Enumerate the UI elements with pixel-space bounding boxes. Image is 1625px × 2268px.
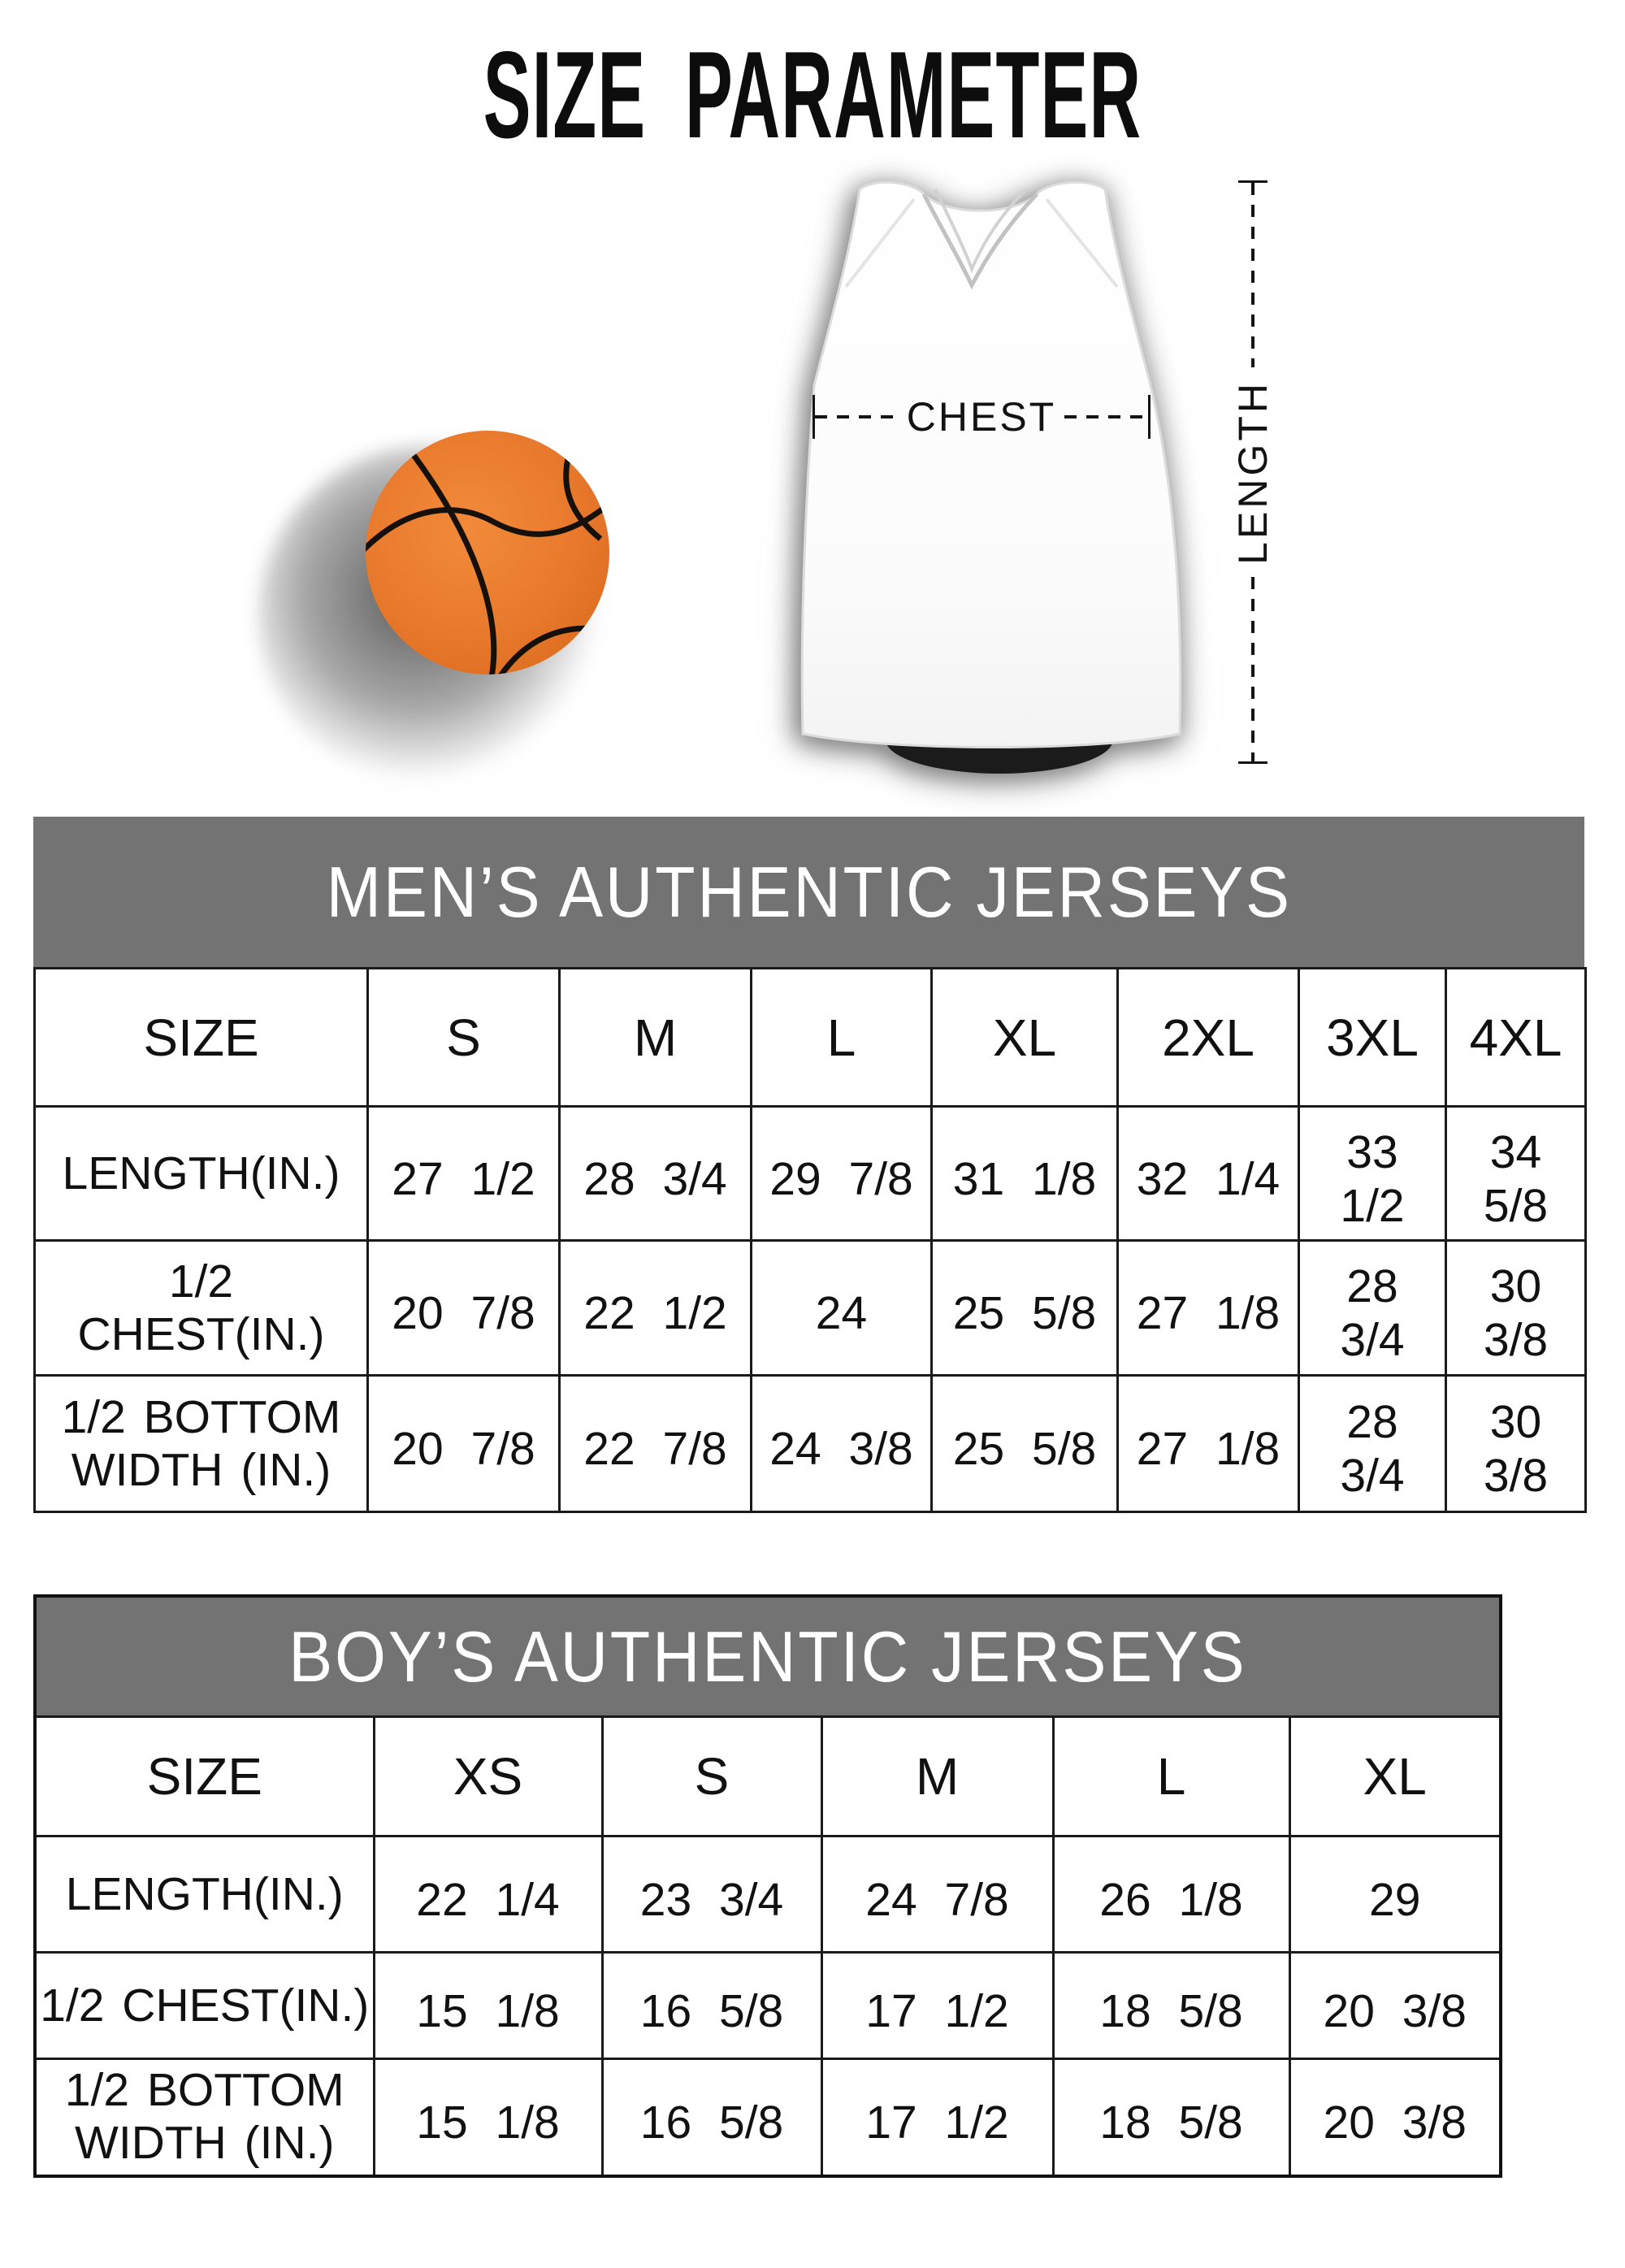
row-label: 1/2 BOTTOM WIDTH (IN.) [37, 2059, 374, 2175]
row-label: 1/2 CHEST(IN.) [37, 1953, 374, 2059]
mens-header-row [35, 969, 1586, 1107]
column-header: L [1053, 1717, 1289, 1837]
size-value: 32 1/4 [1118, 1107, 1299, 1241]
size-value: 16 5/8 [602, 1953, 821, 2059]
jersey-icon [792, 173, 1198, 781]
jersey-body [802, 182, 1180, 747]
size-value: 18 5/8 [1053, 2059, 1289, 2175]
length-tick-bottom [1238, 761, 1268, 764]
size-value: 25 5/8 [932, 1376, 1118, 1512]
size-value: 34 5/8 [1446, 1107, 1586, 1241]
column-header: L [752, 969, 932, 1107]
table-row [37, 2059, 1499, 2175]
size-value: 17 1/2 [821, 2059, 1053, 2175]
size-value: 22 1/2 [560, 1241, 752, 1376]
size-value: 28 3/4 [1299, 1376, 1446, 1512]
size-value: 33 1/2 [1299, 1107, 1446, 1241]
boys-band [37, 1598, 1499, 1715]
size-value: 18 5/8 [1053, 1953, 1289, 2059]
size-value: 20 3/8 [1289, 2059, 1499, 2175]
size-value: 26 1/8 [1053, 1837, 1289, 1953]
column-header: XS [374, 1717, 602, 1837]
boys-header-row [37, 1717, 1499, 1837]
basketball-icon [363, 428, 612, 677]
size-value: 20 3/8 [1289, 1953, 1499, 2059]
size-value: 29 [1289, 1837, 1499, 1953]
page-title: SIZE PARAMETER [483, 26, 1142, 164]
size-value: 27 1/8 [1118, 1376, 1299, 1512]
row-label: LENGTH(IN.) [37, 1837, 374, 1953]
column-header: 3XL [1299, 969, 1446, 1107]
size-value: 22 1/4 [374, 1837, 602, 1953]
size-value: 25 5/8 [932, 1241, 1118, 1376]
table-row [35, 1107, 1586, 1241]
length-dash-top [1251, 183, 1254, 367]
size-value: 29 7/8 [752, 1107, 932, 1241]
column-header: M [821, 1717, 1053, 1837]
size-value: 24 [752, 1241, 932, 1376]
size-value: 15 1/8 [374, 1953, 602, 2059]
chest-label: CHEST [906, 394, 1057, 440]
length-label: LENGTH [1230, 379, 1276, 565]
column-header: M [560, 969, 752, 1107]
boys-section [33, 1594, 1502, 2178]
chest-measure [812, 395, 1150, 439]
size-value: 23 3/4 [602, 1837, 821, 1953]
column-header: S [368, 969, 560, 1107]
size-value: 30 3/8 [1446, 1241, 1586, 1376]
length-measure [1230, 180, 1276, 764]
table-row [35, 1241, 1586, 1376]
size-value: 24 7/8 [821, 1837, 1053, 1953]
column-header: XL [932, 969, 1118, 1107]
size-value: 27 1/2 [368, 1107, 560, 1241]
size-value: 20 7/8 [368, 1241, 560, 1376]
size-value: 20 7/8 [368, 1376, 560, 1512]
chest-tick-right [1148, 395, 1150, 439]
mens-band [33, 817, 1584, 967]
column-header: SIZE [37, 1717, 374, 1837]
size-value: 28 3/4 [560, 1107, 752, 1241]
boys-band-title: BOY’S AUTHENTIC JERSEYS [288, 1615, 1247, 1697]
column-header: SIZE [35, 969, 368, 1107]
size-value: 31 1/8 [932, 1107, 1118, 1241]
chest-dash-right [1064, 415, 1148, 418]
size-value: 22 7/8 [560, 1376, 752, 1512]
size-value: 15 1/8 [374, 2059, 602, 2175]
mens-size-table [33, 967, 1587, 1513]
row-label: 1/2 CHEST(IN.) [35, 1241, 368, 1376]
column-header: S [602, 1717, 821, 1837]
row-label: 1/2 BOTTOM WIDTH (IN.) [35, 1376, 368, 1512]
mens-band-title: MEN’S AUTHENTIC JERSEYS [326, 851, 1292, 932]
chest-dash-left [815, 415, 899, 418]
length-dash-bottom [1251, 577, 1254, 761]
size-value: 27 1/8 [1118, 1241, 1299, 1376]
column-header: XL [1289, 1717, 1499, 1837]
table-row [35, 1376, 1586, 1512]
column-header: 4XL [1446, 969, 1586, 1107]
size-value: 24 3/8 [752, 1376, 932, 1512]
boys-size-table [37, 1715, 1499, 2175]
size-value: 17 1/2 [821, 1953, 1053, 2059]
column-header: 2XL [1118, 969, 1299, 1107]
size-value: 28 3/4 [1299, 1241, 1446, 1376]
table-row [37, 1953, 1499, 2059]
row-label: LENGTH(IN.) [35, 1107, 368, 1241]
size-value: 16 5/8 [602, 2059, 821, 2175]
table-row [37, 1837, 1499, 1953]
size-value: 30 3/8 [1446, 1376, 1586, 1512]
